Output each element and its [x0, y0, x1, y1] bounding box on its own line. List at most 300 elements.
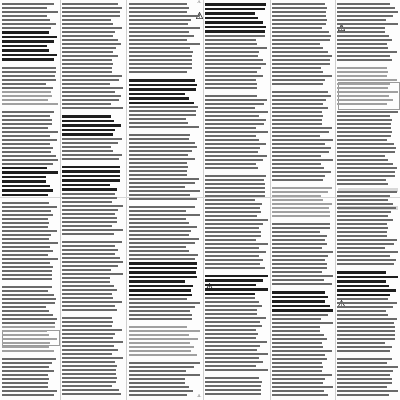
- text-line: [272, 187, 332, 189]
- text-line: [62, 15, 120, 17]
- text-line: [337, 263, 394, 265]
- text-line: [129, 230, 191, 232]
- text-line: [205, 293, 255, 296]
- text-line: [62, 229, 123, 231]
- text-line: [129, 242, 195, 244]
- text-line: [129, 166, 188, 168]
- text-line: [129, 146, 197, 148]
- text-line: [272, 63, 330, 65]
- text-line: [337, 322, 394, 324]
- text-line: [129, 71, 187, 73]
- text-line: [62, 67, 112, 69]
- text-line: [2, 40, 54, 43]
- text-line: [62, 27, 122, 29]
- text-line: [205, 26, 266, 29]
- text-line: [129, 198, 197, 200]
- text-line: [205, 123, 264, 125]
- text-line: [272, 43, 320, 45]
- text-line: [129, 238, 199, 240]
- text-line: [205, 39, 256, 41]
- text-line: [272, 243, 327, 245]
- text-line: [62, 353, 112, 355]
- text-line: [129, 276, 197, 279]
- text-line: [62, 325, 112, 327]
- text-line: [129, 210, 186, 212]
- text-line: [205, 321, 260, 323]
- text-line: [272, 330, 320, 332]
- text-line: [62, 381, 116, 383]
- text-line: [129, 118, 186, 120]
- text-line: [337, 23, 398, 25]
- text-line: [205, 183, 265, 185]
- text-line: [129, 382, 185, 384]
- text-line: [62, 217, 117, 219]
- text-line: [337, 211, 391, 213]
- text-line: [62, 71, 112, 73]
- text-line: [337, 7, 395, 9]
- text-line: [337, 195, 390, 197]
- text-line: [2, 163, 53, 165]
- text-line: [2, 226, 48, 228]
- text-line: [337, 298, 388, 300]
- text-line: [337, 394, 389, 396]
- text-line: [337, 47, 388, 49]
- text-line: [337, 294, 390, 297]
- text-line: [272, 167, 324, 169]
- text-line: [272, 314, 328, 316]
- text-line: [2, 83, 46, 85]
- text-line: [272, 191, 328, 193]
- text-line: [62, 213, 115, 215]
- text-line: [205, 187, 265, 189]
- text-line: [2, 366, 49, 368]
- text-line: [272, 326, 320, 328]
- text-line: [205, 211, 261, 213]
- text-line: [2, 222, 49, 224]
- text-line: [2, 290, 48, 292]
- text-line: [205, 12, 255, 15]
- text-column: [272, 3, 334, 397]
- text-line: [205, 139, 259, 141]
- text-line: [2, 230, 57, 232]
- text-line: [337, 35, 389, 37]
- text-line: [129, 218, 186, 220]
- text-line: [129, 314, 192, 316]
- text-line: [2, 310, 49, 312]
- text-column: [129, 3, 201, 397]
- text-line: [62, 99, 119, 101]
- text-line: [205, 75, 263, 77]
- text-line: [2, 135, 50, 137]
- text-line: [62, 51, 113, 53]
- text-line: [2, 350, 54, 352]
- text-line: [205, 191, 265, 193]
- text-line: [337, 251, 398, 253]
- text-line: [62, 175, 120, 178]
- text-line: [272, 71, 323, 73]
- text-line: [129, 302, 200, 304]
- text-line: [272, 111, 322, 113]
- text-line: [62, 166, 120, 169]
- text-line: [205, 119, 266, 121]
- text-line: [205, 71, 257, 73]
- text-line: [2, 330, 47, 332]
- text-line: [337, 289, 396, 292]
- text-line: [337, 382, 392, 384]
- text-line: [129, 394, 187, 396]
- text-line: [62, 345, 114, 347]
- text-line: [337, 390, 398, 392]
- text-line: [205, 47, 267, 49]
- text-line: [205, 381, 262, 383]
- text-line: [337, 123, 391, 125]
- text-line: [62, 221, 117, 223]
- text-line: [337, 310, 386, 312]
- text-line: [62, 245, 115, 247]
- text-line: [62, 197, 117, 199]
- text-line: [2, 382, 48, 384]
- text-line: [337, 3, 390, 5]
- text-line: [272, 263, 327, 265]
- text-line: [129, 31, 189, 33]
- text-line: [62, 91, 115, 93]
- text-line: [2, 167, 47, 170]
- text-line: [272, 322, 333, 324]
- text-line: [272, 309, 333, 312]
- text-line: [272, 175, 325, 177]
- text-line: [272, 139, 333, 141]
- text-line: [205, 17, 258, 20]
- text-line: [62, 120, 114, 123]
- text-line: [272, 95, 331, 97]
- text-line: [205, 239, 256, 241]
- text-line: [337, 191, 397, 193]
- text-line: [62, 265, 118, 267]
- column-rule: [335, 0, 336, 400]
- text-line: [2, 266, 53, 268]
- text-line: [272, 227, 330, 229]
- text-line: [272, 215, 330, 217]
- text-line: [2, 210, 51, 212]
- text-line: [129, 254, 198, 256]
- text-line: [62, 349, 118, 351]
- text-line: [205, 131, 268, 133]
- text-line: [337, 378, 392, 380]
- text-column: [2, 3, 59, 397]
- text-line: [62, 107, 123, 109]
- text-line: [272, 366, 323, 368]
- text-line: [62, 333, 115, 335]
- text-line: [272, 11, 326, 13]
- text-line: [129, 11, 187, 13]
- text-line: [337, 31, 385, 33]
- text-line: [205, 155, 267, 157]
- text-line: [272, 378, 325, 380]
- text-line: [337, 326, 395, 328]
- text-line: [2, 278, 52, 280]
- text-line: [337, 111, 398, 113]
- text-line: [205, 309, 257, 311]
- text-line: [272, 350, 332, 352]
- text-line: [272, 247, 322, 249]
- text-line: [337, 255, 390, 257]
- text-line: [337, 247, 385, 249]
- text-line: [205, 175, 266, 177]
- text-line: [205, 279, 263, 282]
- text-line: [272, 115, 323, 117]
- text-line: [2, 194, 48, 197]
- text-line: [205, 215, 257, 217]
- text-line: [205, 361, 263, 363]
- text-line: [337, 302, 397, 304]
- text-line: [2, 334, 49, 336]
- text-line: [62, 205, 123, 207]
- text-line: [2, 15, 47, 17]
- text-line: [272, 338, 327, 340]
- text-line: [2, 131, 58, 133]
- text-line: [62, 297, 113, 299]
- text-line: [2, 171, 58, 174]
- text-line: [2, 390, 57, 392]
- text-line: [2, 242, 58, 244]
- text-line: [272, 171, 331, 173]
- text-line: [129, 370, 186, 372]
- text-line: [62, 115, 111, 118]
- text-line: [205, 63, 266, 65]
- text-line: [205, 151, 258, 153]
- page-number-bottom: -8-: [197, 394, 202, 398]
- text-line: [2, 31, 49, 34]
- text-line: [337, 183, 388, 185]
- text-line: [205, 30, 265, 33]
- text-line: [129, 338, 198, 340]
- text-line: [2, 7, 47, 9]
- text-line: [272, 390, 324, 392]
- text-line: [129, 182, 195, 184]
- text-line: [62, 277, 110, 279]
- text-line: [2, 378, 49, 380]
- text-line: [272, 51, 328, 53]
- text-line: [272, 39, 330, 41]
- text-line: [129, 306, 195, 308]
- text-line: [62, 317, 112, 319]
- text-line: [2, 250, 53, 252]
- text-line: [272, 75, 332, 77]
- text-line: [2, 322, 55, 324]
- text-line: [272, 99, 326, 101]
- text-line: [2, 358, 56, 360]
- text-line: [62, 193, 115, 195]
- text-line: [62, 63, 113, 65]
- text-line: [62, 397, 120, 398]
- text-line: [2, 234, 51, 236]
- text-line: [2, 143, 50, 145]
- text-line: [2, 11, 58, 13]
- text-line: [205, 297, 255, 299]
- text-line: [2, 79, 56, 81]
- text-line: [337, 271, 386, 274]
- text-line: [205, 313, 257, 315]
- text-line: [62, 83, 110, 85]
- text-line: [2, 342, 50, 344]
- text-line: [272, 91, 328, 93]
- text-line: [337, 280, 386, 283]
- text-line: [129, 126, 199, 128]
- text-line: [272, 3, 325, 5]
- text-line: [2, 155, 56, 157]
- text-line: [129, 47, 190, 49]
- text-line: [129, 63, 192, 65]
- text-line: [272, 147, 331, 149]
- text-line: [129, 350, 191, 352]
- text-line: [62, 293, 112, 295]
- text-line: [272, 354, 325, 356]
- text-line: [62, 158, 119, 160]
- text-line: [205, 35, 265, 37]
- text-line: [129, 298, 187, 300]
- text-line: [205, 377, 259, 379]
- text-line: [272, 123, 322, 125]
- text-line: [2, 270, 52, 272]
- text-line: [62, 273, 123, 275]
- text-line: [272, 231, 320, 233]
- text-line: [129, 138, 189, 140]
- text-line: [272, 55, 332, 57]
- text-line: [62, 281, 110, 283]
- text-line: [129, 186, 185, 188]
- text-line: [2, 214, 53, 216]
- text-line: [337, 95, 389, 97]
- text-line: [62, 43, 121, 45]
- text-line: [129, 154, 188, 156]
- text-line: [337, 75, 387, 77]
- text-line: [62, 377, 117, 379]
- text-line: [272, 296, 328, 299]
- text-line: [205, 95, 257, 97]
- text-line: [205, 99, 267, 101]
- text-line: [272, 207, 329, 209]
- text-line: [337, 318, 397, 320]
- text-line: [272, 358, 327, 360]
- text-line: [62, 253, 115, 255]
- text-line: [129, 194, 190, 196]
- text-line: [62, 373, 116, 375]
- text-line: [205, 51, 259, 53]
- text-line: [205, 317, 266, 319]
- text-line: [2, 127, 48, 129]
- text-line: [62, 361, 115, 363]
- text-line: [62, 261, 123, 263]
- text-line: [205, 87, 257, 89]
- text-line: [337, 370, 393, 372]
- text-line: [2, 27, 51, 29]
- text-line: [129, 334, 189, 336]
- text-line: [2, 386, 48, 388]
- text-line: [337, 99, 393, 101]
- text-line: [62, 79, 119, 81]
- text-line: [62, 138, 122, 140]
- text-line: [337, 203, 393, 205]
- text-line: [272, 195, 321, 197]
- text-line: [62, 341, 123, 343]
- text-line: [272, 15, 326, 17]
- text-line: [205, 243, 268, 245]
- text-line: [337, 139, 387, 141]
- text-line: [272, 163, 321, 165]
- text-line: [205, 3, 266, 6]
- text-line: [2, 306, 46, 308]
- text-line: [2, 189, 53, 192]
- text-line: [205, 59, 263, 61]
- text-line: [205, 83, 257, 85]
- text-line: [337, 175, 395, 177]
- text-line: [129, 84, 197, 87]
- text-line: [272, 382, 323, 384]
- text-line: [62, 55, 118, 57]
- text-line: [2, 394, 54, 396]
- text-line: [337, 55, 390, 57]
- text-line: [129, 226, 197, 228]
- text-line: [62, 154, 122, 156]
- text-line: [337, 91, 398, 93]
- text-line: [2, 318, 57, 320]
- text-line: [337, 362, 387, 364]
- text-line: [129, 289, 191, 292]
- text-line: [272, 59, 330, 61]
- text-line: [205, 329, 256, 331]
- text-line: [129, 19, 191, 21]
- text-line: [129, 190, 200, 192]
- text-line: [337, 231, 387, 233]
- text-line: [129, 162, 187, 164]
- text-line: [337, 243, 394, 245]
- text-line: [2, 326, 55, 328]
- text-line: [2, 119, 52, 121]
- text-line: [129, 354, 197, 356]
- text-line: [272, 255, 328, 257]
- text-line: [205, 127, 256, 129]
- text-line: [205, 167, 258, 169]
- text-line: [62, 142, 118, 144]
- text-line: [2, 206, 57, 208]
- text-line: [337, 119, 392, 121]
- text-line: [205, 301, 259, 303]
- text-line: [272, 283, 332, 285]
- text-column: [62, 3, 124, 397]
- text-line: [205, 135, 256, 137]
- column-rule: [126, 0, 127, 400]
- text-line: [337, 59, 392, 61]
- text-line: [62, 201, 112, 203]
- text-line: [62, 357, 123, 359]
- text-line: [62, 39, 118, 41]
- text-line: [337, 43, 387, 45]
- text-line: [272, 386, 333, 388]
- text-line: [337, 330, 395, 332]
- text-line: [2, 3, 54, 5]
- text-line: [337, 115, 390, 117]
- text-line: [2, 103, 58, 105]
- text-line: [272, 103, 323, 105]
- text-line: [337, 285, 389, 288]
- text-line: [129, 174, 187, 176]
- text-line: [272, 135, 320, 137]
- text-line: [62, 257, 120, 259]
- text-line: [205, 107, 255, 109]
- text-line: [129, 285, 193, 288]
- text-line: [272, 131, 329, 133]
- text-line: [2, 262, 50, 264]
